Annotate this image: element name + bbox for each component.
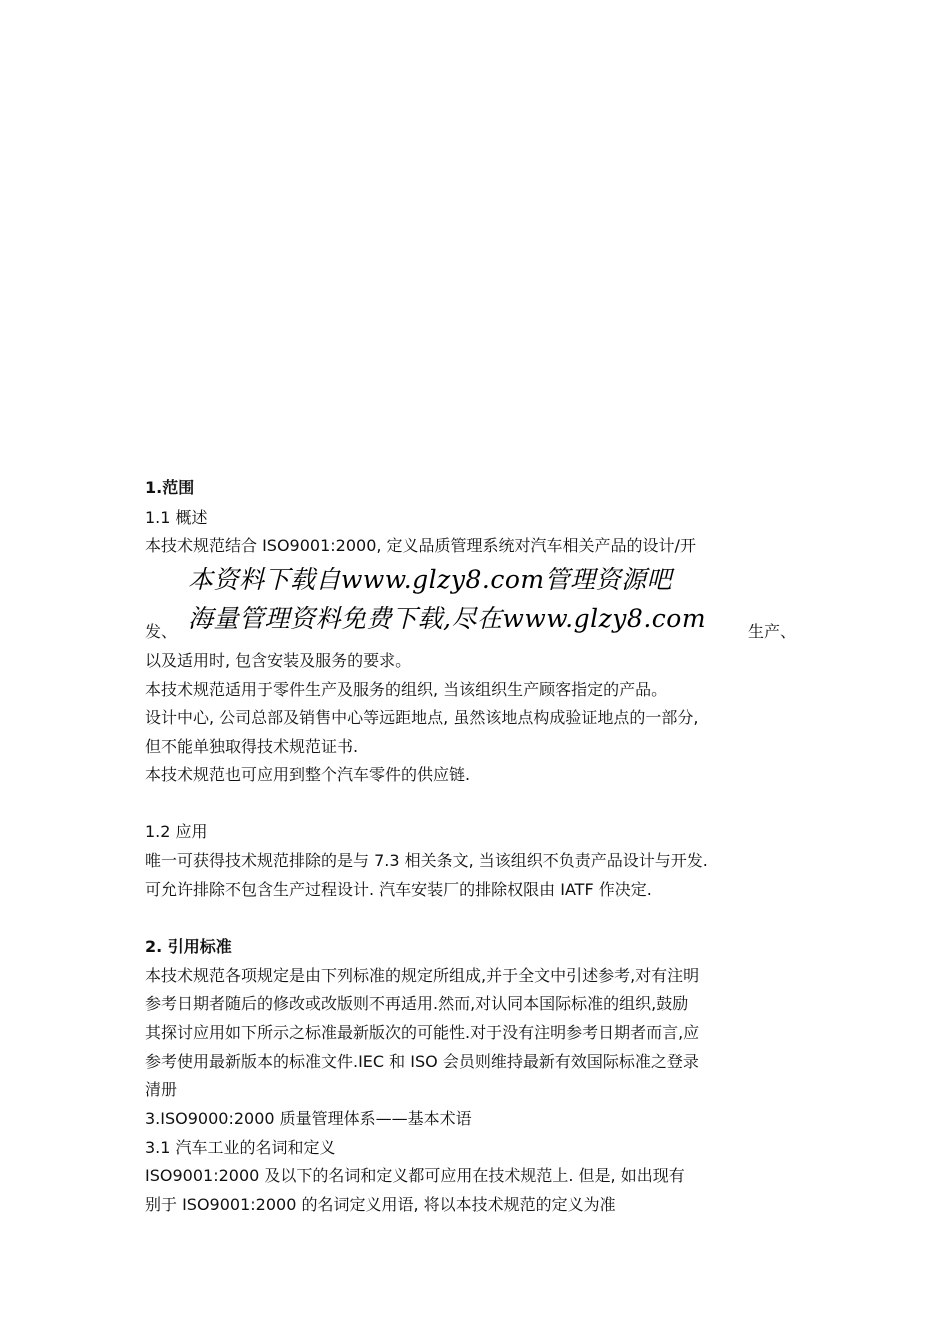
section-3-heading: 3.ISO9000:2000 质量管理体系——基本术语 — [145, 1109, 472, 1128]
section-1-2-paragraph-line: 唯一可获得技术规范排除的是与 7.3 相关条文, 当该组织不负责产品设计与开发. — [145, 851, 708, 870]
section-1-1-paragraph-line: 但不能单独取得技术规范证书. — [145, 737, 359, 756]
section-1-1-paragraph-line: 本技术规范适用于零件生产及服务的组织, 当该组织生产顾客指定的产品。 — [145, 680, 668, 699]
section-2-paragraph-line: 本技术规范各项规定是由下列标准的规定所组成,并于全文中引述参考,对有注明 — [145, 966, 700, 985]
section-3-1-heading: 3.1 汽车工业的名词和定义 — [145, 1138, 336, 1157]
section-2-heading: 2. 引用标准 — [145, 937, 232, 956]
section-1-1-paragraph-line: 以及适用时, 包含安装及服务的要求。 — [145, 651, 412, 670]
section-1-2-heading: 1.2 应用 — [145, 822, 208, 841]
section-1-heading: 1.范围 — [145, 478, 195, 497]
watermark-line-2: 海量管理资料免费下载,尽在www.glzy8.com — [188, 604, 707, 633]
watermark-line-1: 本资料下载自www.glzy8.com管理资源吧 — [188, 565, 673, 594]
section-2-paragraph-line: 清册 — [145, 1080, 178, 1099]
section-1-1-paragraph-line: 本技术规范也可应用到整个汽车零件的供应链. — [145, 765, 471, 784]
section-1-1-heading: 1.1 概述 — [145, 508, 208, 527]
section-1-2-paragraph-line: 可允许排除不包含生产过程设计. 汽车安装厂的排除权限由 IATF 作决定. — [145, 880, 652, 899]
section-3-1-paragraph-line: 别于 ISO9001:2000 的名词定义用语, 将以本技术规范的定义为准 — [145, 1195, 616, 1214]
section-2-paragraph-line: 其探讨应用如下所示之标准最新版次的可能性.对于没有注明参考日期者而言,应 — [145, 1023, 700, 1042]
section-3-1-paragraph-line: ISO9001:2000 及以下的名词和定义都可应用在技术规范上. 但是, 如出现有 — [145, 1166, 685, 1185]
section-1-1-paragraph-line: 本技术规范结合 ISO9001:2000, 定义品质管理系统对汽车相关产品的设计/开 — [145, 536, 696, 555]
section-1-1-paragraph-line: 设计中心, 公司总部及销售中心等远距地点, 虽然该地点构成验证地点的一部分, — [145, 708, 699, 727]
section-2-paragraph-line: 参考使用最新版本的标准文件.IEC 和 ISO 会员则维持最新有效国际标准之登录 — [145, 1052, 699, 1071]
section-1-1-paragraph-line: 发、 — [145, 622, 178, 641]
section-1-1-paragraph-line: 生产、 — [748, 622, 797, 641]
section-2-paragraph-line: 参考日期者随后的修改或改版则不再适用.然而,对认同本国际标准的组织,鼓励 — [145, 994, 689, 1013]
